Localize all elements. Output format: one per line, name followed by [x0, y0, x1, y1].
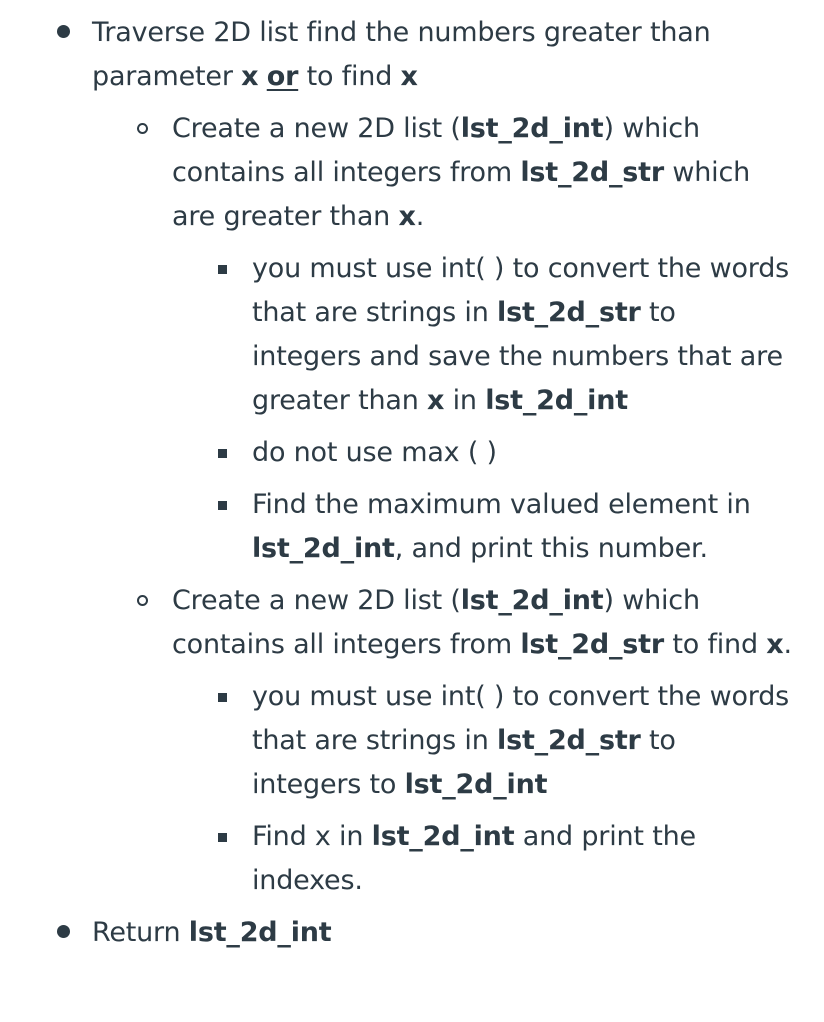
- code-name: lst_2d_str: [497, 297, 641, 328]
- code-name: lst_2d_int: [371, 821, 515, 852]
- item-text: to integers to: [252, 725, 676, 800]
- or-emphasis: or: [266, 61, 299, 92]
- item-text: do not use max ( ): [252, 437, 497, 468]
- item-text: Create a new 2D list (: [172, 585, 461, 616]
- item-text: ) which contains all integers from: [172, 585, 700, 660]
- list-item-use-int: [252, 247, 792, 423]
- item-text: to find: [298, 61, 401, 92]
- item-text: Create a new 2D list (: [172, 113, 461, 144]
- item-text: .: [415, 201, 425, 232]
- list-item-find-x: [172, 579, 792, 903]
- code-name: lst_2d_int: [404, 769, 548, 800]
- item-text: ) which contains all integers from: [172, 113, 700, 188]
- list-item-return: [92, 911, 792, 955]
- sub-sub-list: [172, 675, 792, 903]
- code-name: lst_2d_str: [520, 629, 664, 660]
- code-name: lst_2d_str: [497, 725, 641, 756]
- item-text: which are greater than: [172, 157, 751, 232]
- code-name: lst_2d_int: [485, 385, 628, 416]
- code-name: lst_2d_int: [460, 113, 604, 144]
- list-item-no-max: [252, 431, 792, 475]
- param-x: x: [398, 201, 416, 232]
- param-x: x: [241, 61, 259, 92]
- item-text: Return: [92, 917, 189, 948]
- list-item-greater-than: [172, 107, 792, 571]
- sub-sub-list: [172, 247, 792, 571]
- list-item-traverse: [92, 11, 792, 903]
- code-name: lst_2d_int: [460, 585, 604, 616]
- item-text: to find: [663, 629, 767, 660]
- item-text: .: [783, 629, 792, 660]
- code-name: lst_2d_str: [520, 157, 664, 188]
- item-text: to integers and save the numbers that are greater than: [252, 297, 783, 416]
- param-x: x: [427, 385, 445, 416]
- list-item-find-max: [252, 483, 792, 571]
- item-text: , and print this number.: [394, 533, 708, 564]
- item-text: you must use int( ) to convert the words that are strings in: [252, 253, 789, 328]
- param-x: x: [400, 61, 418, 92]
- code-name: lst_2d_int: [252, 533, 395, 564]
- item-text: in: [444, 385, 486, 416]
- item-text: Traverse 2D list find the numbers greater than parameter: [92, 17, 711, 92]
- sub-list: [92, 107, 792, 903]
- code-name: lst_2d_int: [188, 917, 332, 948]
- item-text: and print the indexes.: [252, 821, 696, 896]
- param-x: x: [766, 629, 784, 660]
- list-item-use-int-2: [252, 675, 792, 807]
- item-text: you must use int( ) to convert the words that are strings in: [252, 681, 789, 756]
- item-text: Find the maximum valued element in: [252, 489, 751, 520]
- item-text: Find x in: [252, 821, 372, 852]
- list-item-print-indexes: [252, 815, 792, 903]
